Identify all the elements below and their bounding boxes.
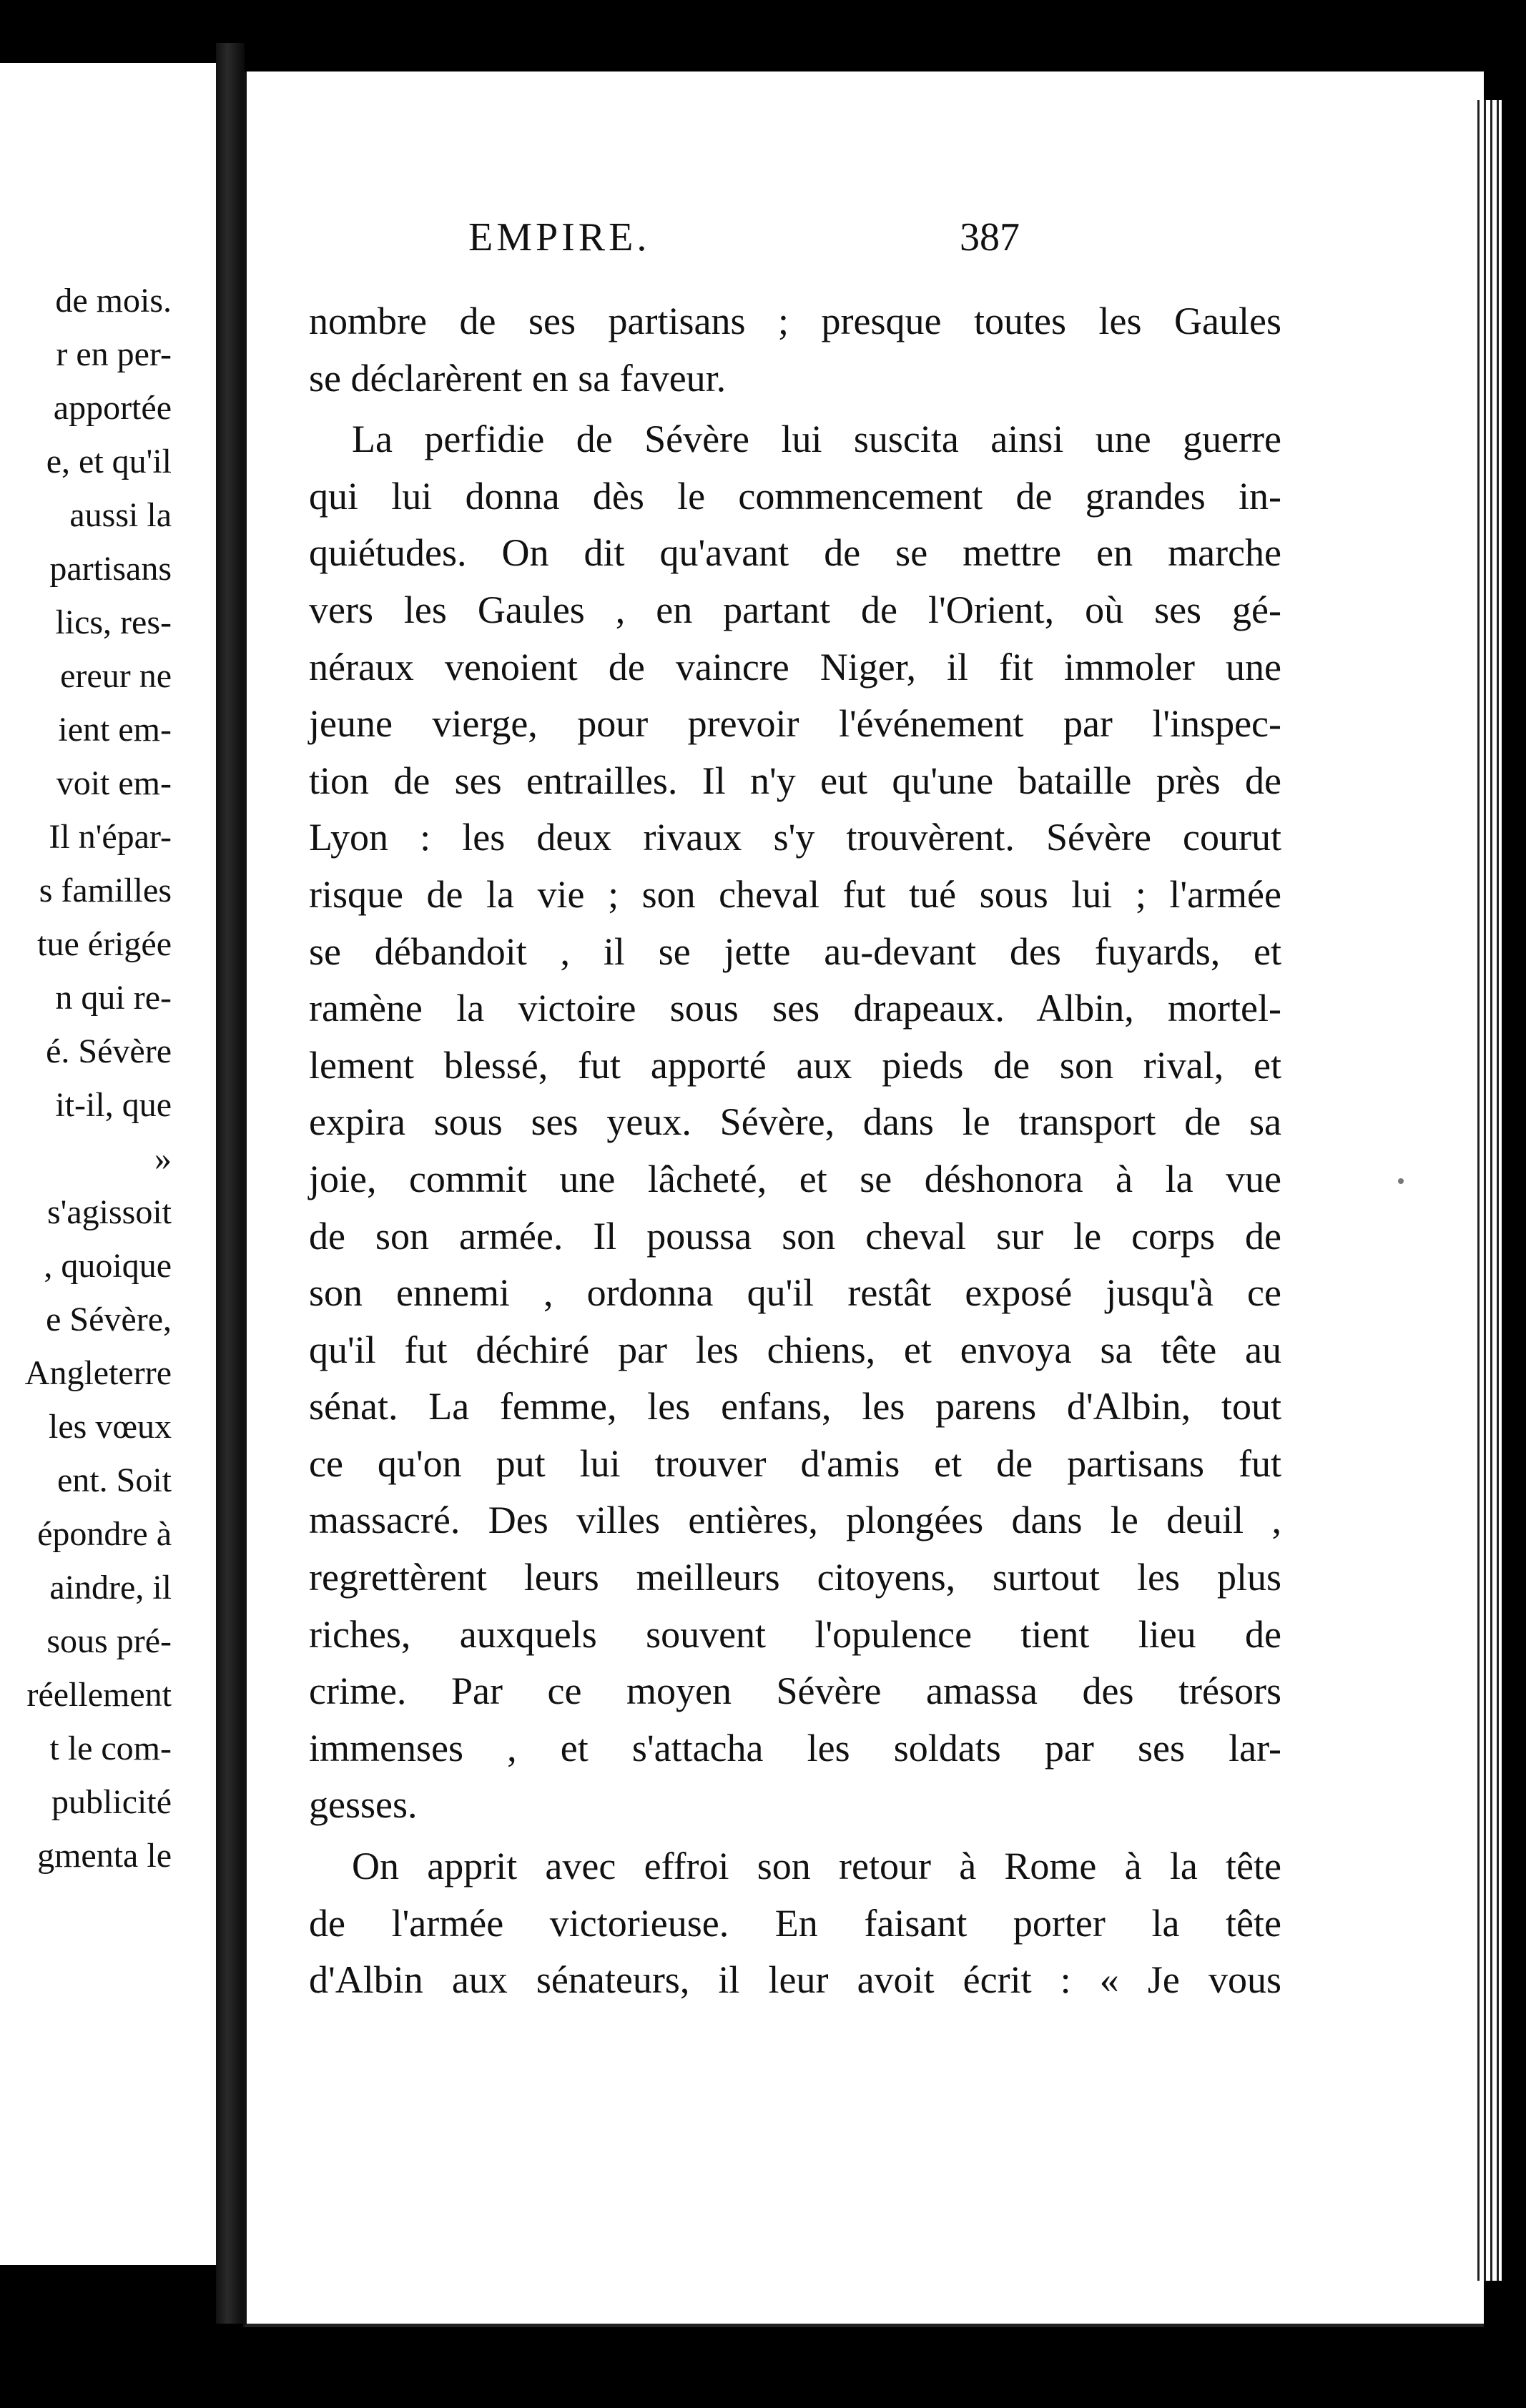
left-line: t le com- [49,1729,172,1767]
text-line: vers les Gaules , en partant de l'Orient, où ses gé- [309,588,1281,631]
page-number: 387 [960,215,1020,260]
text-line: d'Albin aux sénateurs, il leur avoit écrit : « Je vous [309,1958,1281,2002]
text-line: Lyon : les deux rivaux s'y trouvèrent. Sévère courut [309,816,1281,859]
text-line: jeune vierge, pour prevoir l'événement par l'inspec- [309,702,1281,746]
running-head [0,214,1526,272]
text-line: ramène la victoire sous ses drapeaux. Albin, mortel- [309,987,1281,1030]
left-line: sous pré- [46,1622,172,1660]
left-line: voit em- [56,764,172,802]
text-line: son ennemi , ordonna qu'il restât exposé jusqu'à ce [309,1271,1281,1315]
left-line: aussi la [69,496,172,534]
text-line: qui lui donna dès le commencement de grandes in- [309,474,1281,518]
text-line: expira sous ses yeux. Sévère, dans le transport de sa [309,1100,1281,1144]
text-line: massacré. Des villes entières, plongées dans le deuil , [309,1499,1281,1542]
text-line: sénat. La femme, les enfans, les parens d'Albin, tout [309,1385,1281,1428]
left-line: de mois. [55,282,172,320]
text-line: se déclarèrent en sa faveur. [309,356,727,400]
left-line: ereur ne [60,657,172,695]
left-line: réellement [26,1676,172,1714]
left-line: lics, res- [55,603,172,641]
text-line: quiétudes. On dit qu'avant de se mettre en marche [309,531,1281,575]
left-line: e Sévère, [46,1301,172,1338]
text-line: immenses , et s'attacha les soldats par ses lar- [309,1726,1281,1770]
left-line: ent. Soit [56,1461,172,1499]
text-line: néraux venoient de vaincre Niger, il fit immoler une [309,645,1281,689]
text-line: tion de ses entrailles. Il n'y eut qu'une bataille près de [309,759,1281,802]
text-line: risque de la vie ; son cheval fut tué sous lui ; l'armée [309,872,1281,916]
text-line: nombre de ses partisans ; presque toutes les Gaules [309,300,1281,342]
left-line: e, et qu'il [46,443,172,480]
left-line: épondre à [37,1515,172,1553]
running-head-title: EMPIRE. [468,215,651,260]
ink-speck [1398,1178,1404,1184]
left-line: s'agissoit [47,1193,172,1231]
left-line: é. Sévère [46,1032,172,1070]
text-line: joie, commit une lâcheté, et se déshonora à la vue [309,1157,1281,1200]
left-line: gmenta le [37,1837,172,1875]
left-line: publicité [51,1783,172,1821]
left-line: s familles [39,872,172,909]
text-line: regrettèrent leurs meilleurs citoyens, surtout les plus [309,1556,1281,1599]
left-line: apportée [53,389,172,427]
body-text [309,293,1281,2009]
text-line: La perfidie de Sévère lui suscita ainsi une guerre [352,418,1281,461]
left-line: Il n'épar- [49,818,172,856]
text-line: lement blessé, fut apporté aux pieds de son rival, et [309,1043,1281,1087]
left-line: ient em- [58,711,172,749]
text-line: gesses. [309,1783,418,1827]
text-line: ce qu'on put lui trouver d'amis et de partisans fut [309,1441,1281,1485]
left-facing-page [0,63,216,2265]
text-line: de l'armée victorieuse. En faisant porter la tête [309,1901,1281,1945]
left-line: partisans [49,550,172,588]
left-line: » [154,1140,172,1178]
page-edges [1473,100,1502,2281]
left-line: n qui re- [55,979,172,1017]
text-line: se débandoit , il se jette au-devant des fuyards, et [309,929,1281,973]
book-gutter [216,43,245,2324]
left-line: , quoique [44,1247,172,1285]
left-line: r en per- [56,335,172,373]
left-line: les vœux [49,1408,172,1446]
left-line: Angleterre [24,1354,172,1392]
text-line: qu'il fut déchiré par les chiens, et envoya sa tête au [309,1328,1281,1371]
left-line: tue érigée [37,925,172,963]
left-line: it-il, que [55,1086,172,1124]
text-line: riches, auxquels souvent l'opulence tient lieu de [309,1612,1281,1656]
text-line: On apprit avec effroi son retour à Rome à la tête [352,1845,1281,1888]
text-line: de son armée. Il poussa son cheval sur le corps de [309,1214,1281,1258]
text-line: crime. Par ce moyen Sévère amassa des trésors [309,1669,1281,1713]
left-line: aindre, il [49,1569,172,1607]
